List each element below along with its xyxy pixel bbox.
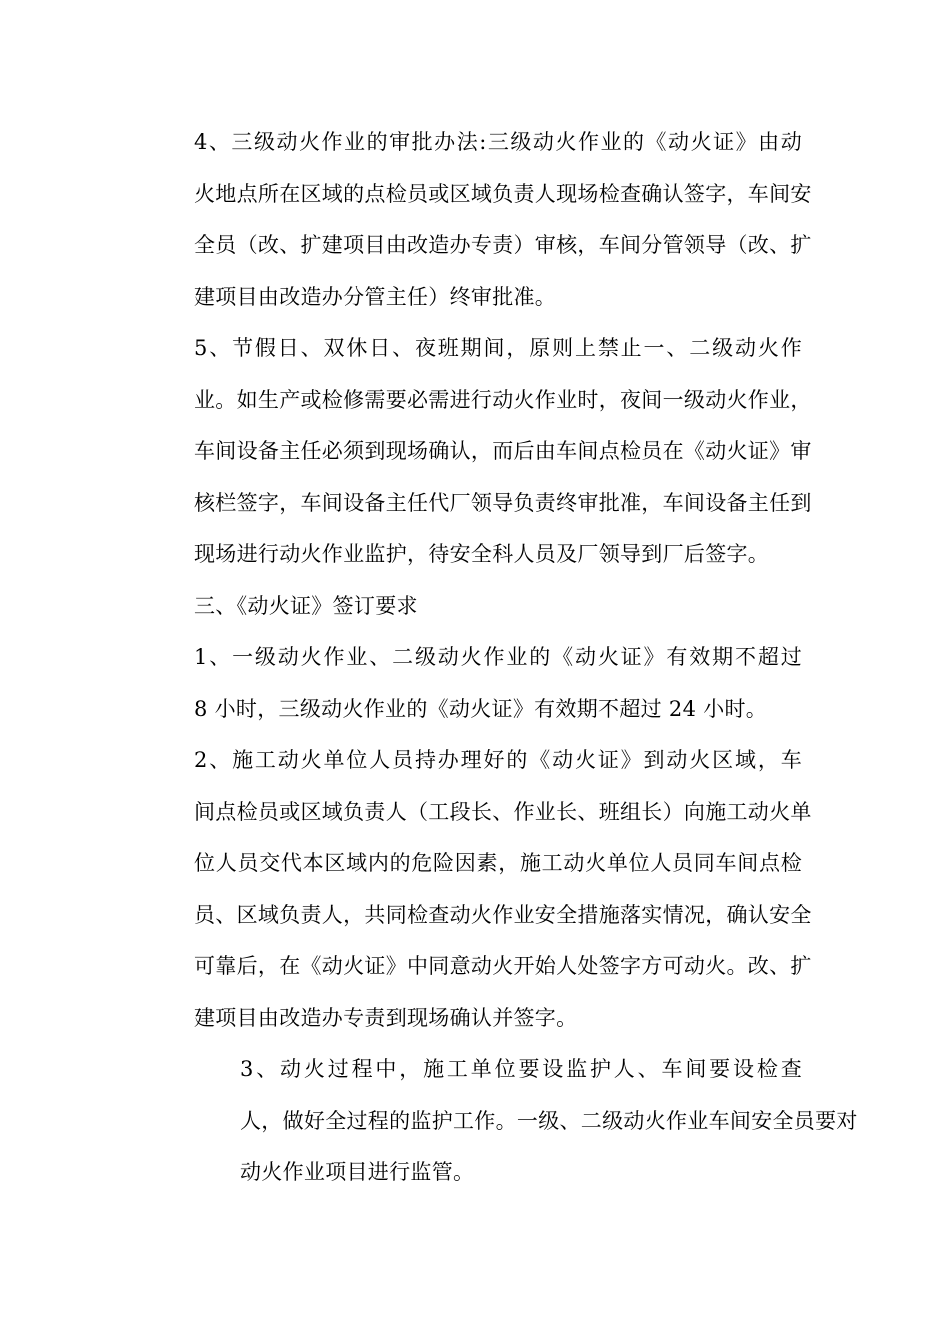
paragraph-line: 动火作业项目进行监管。 (240, 1160, 475, 1184)
paragraph-line: 火地点所在区域的点检员或区域负责人现场检查确认签字，车间安 (194, 181, 812, 206)
section-heading-3 (150, 581, 802, 633)
paragraph-item-5 (150, 323, 812, 581)
paragraph-line: 5、节假日、双休日、夜班期间，原则上禁止一、二级动火作 (194, 336, 802, 360)
section-3-item-2 (150, 735, 812, 1044)
paragraph-line: 4、三级动火作业的审批办法:三级动火作业的《动火证》由动 (194, 130, 802, 154)
document-body (150, 117, 858, 1199)
paragraph-line: 员、区域负责人，共同检查动火作业安全措施落实情况，确认安全 (194, 902, 812, 927)
paragraph-line: 建项目由改造办专责到现场确认并签字。 (194, 1005, 578, 1030)
paragraph-line: 全员（改、扩建项目由改造办专责）审核，车间分管领导（改、扩 (194, 233, 812, 257)
paragraph-line: 建项目由改造办分管主任）终审批准。 (194, 284, 557, 309)
paragraph-line: 位人员交代本区域内的危险因素，施工动火单位人员同车间点检 (194, 851, 802, 875)
section-3-item-3 (150, 1044, 858, 1199)
paragraph-line: 业。如生产或检修需要必需进行动火作业时，夜间一级动火作业， (194, 387, 812, 412)
paragraph-line: 车间设备主任必须到现场确认，而后由车间点检员在《动火证》审 (194, 439, 812, 463)
paragraph-line: 1、一级动火作业、二级动火作业的《动火证》有效期不超过 (194, 645, 802, 669)
paragraph-line: 人，做好全过程的监护工作。一级、二级动火作业车间安全员要对 (240, 1108, 858, 1133)
paragraph-item-4 (150, 117, 812, 323)
paragraph-line: 核栏签字，车间设备主任代厂领导负责终审批准，车间设备主任到 (194, 490, 812, 515)
paragraph-line: 间点检员或区域负责人（工段长、作业长、班组长）向施工动火单 (194, 799, 812, 824)
paragraph-line: 3、动火过程中，施工单位要设监护人、车间要设检查 (240, 1057, 802, 1081)
paragraph-line: 可靠后，在《动火证》中同意动火开始人处签字方可动火。改、扩 (194, 954, 812, 978)
paragraph-line: 现场进行动火作业监护，待安全科人员及厂领导到厂后签字。 (194, 542, 770, 566)
paragraph-line: 2、施工动火单位人员持办理好的《动火证》到动火区域，车 (194, 748, 802, 772)
section-heading-text: 三、《动火证》签订要求 (194, 593, 418, 618)
section-3-item-1 (150, 632, 802, 735)
paragraph-line: 8 小时，三级动火作业的《动火证》有效期不超过 24 小时。 (194, 696, 768, 721)
